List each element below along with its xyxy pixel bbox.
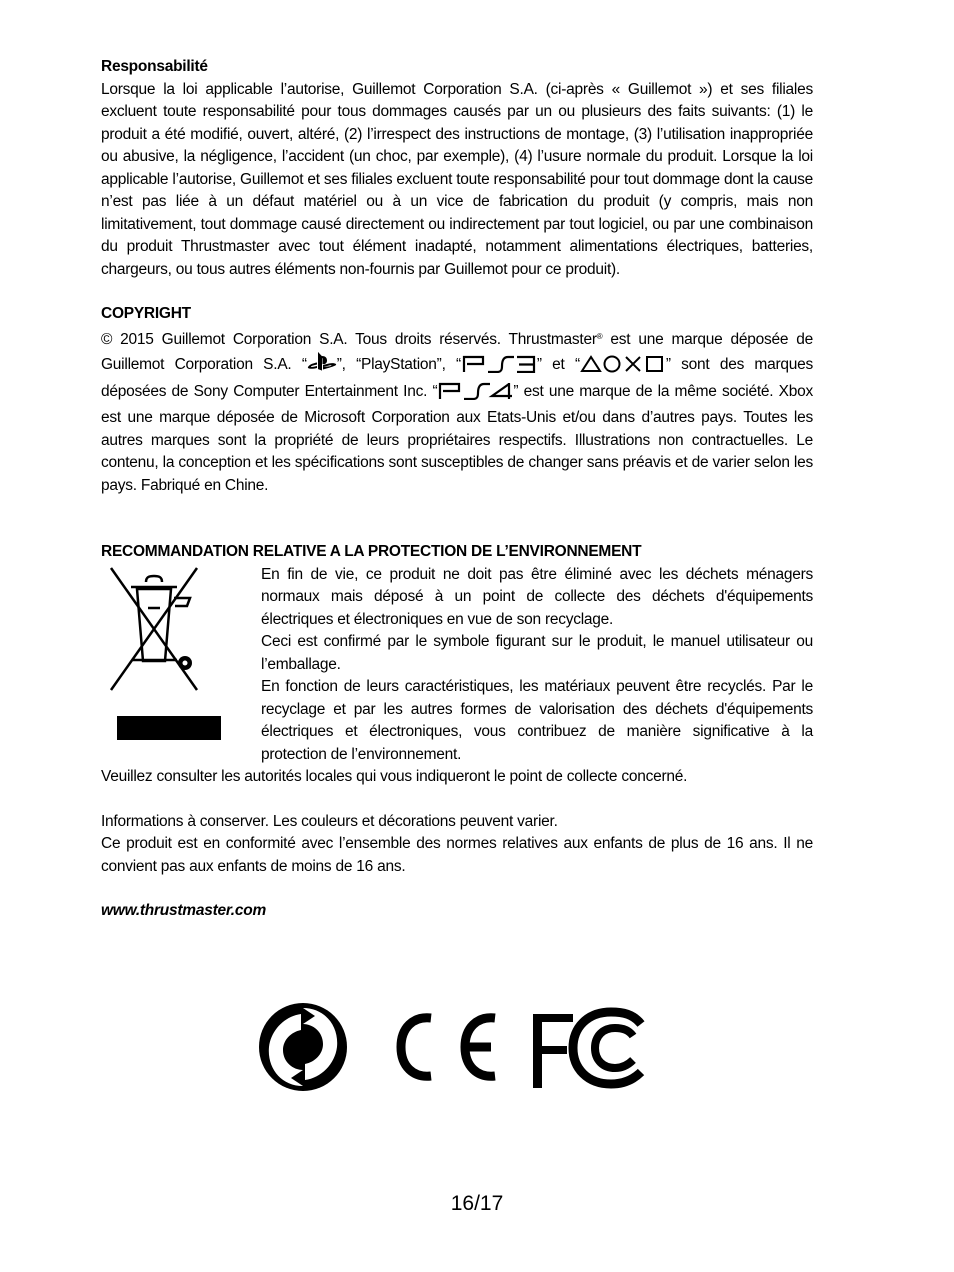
copyright-text-5: ” sont des marques déposées de Sony Computer Entertainment Inc. “ [101,356,813,400]
environment-para-3: En fonction de leurs caractéristiques, les matériaux peuvent être recyclés. Par le recyclage et par les autres formes de valorisation des déchets d'équipements électriques et électroniques, vous contribuez de manière significative à la protection de l’environnement. [261,678,813,763]
environment-para-1: En fin de vie, ce produit ne doit pas être éliminé avec les déchets ménagers normaux mais déposé à un point de collecte des déchets d'équipements électriques et électroniques en vue de son recyclage. [261,565,813,628]
registered-mark: ® [596,331,603,341]
responsabilite-body: Lorsque la loi applicable l’autorise, Guillemot Corporation S.A. (ci-après « Guillemot ») et ses filiales excluent toute responsabilité pour tous dommages causés par un ou plusieurs des faits suivants: (1) le produit a été modifié, ouvert, altéré, (2) l’irrespect des instructions de montage, (3) l’utilisation inappropriée ou abusive, la négligence, l’accident (un choc, par exemple), (4) l’usure normale du produit. Lorsque la loi applicable l’autorise, Guillemot et ses filiales excluent toute responsabilité pour tout dommage dont la cause n’est pas liée à un défaut matériel ou à un vice de fabrication du produit (y compris, mais non limitativement, tout dommage causé directement ou indirectement par tout logiciel, ou par une combinaison du produit Thrustmaster avec tout élément inadapté, notamment alimentations électriques, batteries, chargeurs, ou tous autres éléments non-fournis par Guillemot pour ce produit). [101,80,813,278]
copyright-text-4: ” et “ [536,356,580,373]
ps4-logo-icon [437,382,513,408]
page-number: 16/17 [450,1192,504,1215]
responsabilite-heading: Responsabilité [101,58,208,75]
copyright-body [101,326,813,498]
copyright-text-1: © 2015 Guillemot Corporation S.A. Tous droits réservés. Thrustmaster [101,330,597,348]
document-page [101,56,813,923]
ps-buttons-icon [580,355,666,381]
info-para-1: Informations à conserver. Les couleurs et décorations peuvent varier. [101,812,558,830]
copyright-heading: COPYRIGHT [101,305,191,322]
environment-para-4: Veuillez consulter les autorités locales qui vous indiqueront le point de collecte concerné. [101,768,688,785]
fcc-mark-icon [533,1012,641,1088]
environment-para-2: Ceci est confirmé par le symbole figurant sur le produit, le manuel utilisateur ou l’emballage. [261,633,813,673]
copyright-text-6: ” est une marque de la même société. Xbox est une marque déposée de Microsoft Corporation aux Etats-Unis et/ou dans d’autres pays. Toutes les autres marques sont la propriété de leurs propriétaires respectifs. Illustrations non contractuelles. Le contenu, la conception et les spécifications sont susceptibles de changer sans préavis et de varier selon les pays. Fabriqué en Chine. [101,382,813,494]
environment-block [101,564,813,767]
weee-bin-icon [101,564,261,746]
ps-logo-icon [307,351,337,381]
environment-heading: RECOMMANDATION RELATIVE A LA PROTECTION DE L’ENVIRONNEMENT [101,543,642,560]
info-para-2: Ce produit est en conformité avec l’ensemble des normes relatives aux enfants de plus de 16 ans. Il ne convient pas aux enfants de moins de 16 ans. [101,835,813,875]
copyright-text-2: est une marque déposée de Guillemot Corporation S.A. “ [101,330,813,373]
copyright-text-3: ”, “PlayStation”, “ [336,356,461,373]
ps3-logo-icon [461,355,537,381]
certification-logos [255,1002,655,1092]
green-dot-icon [259,1003,347,1091]
website-link[interactable]: www.thrustmaster.com [101,902,266,919]
ce-mark-icon [401,1018,495,1076]
environment-text [261,564,813,767]
